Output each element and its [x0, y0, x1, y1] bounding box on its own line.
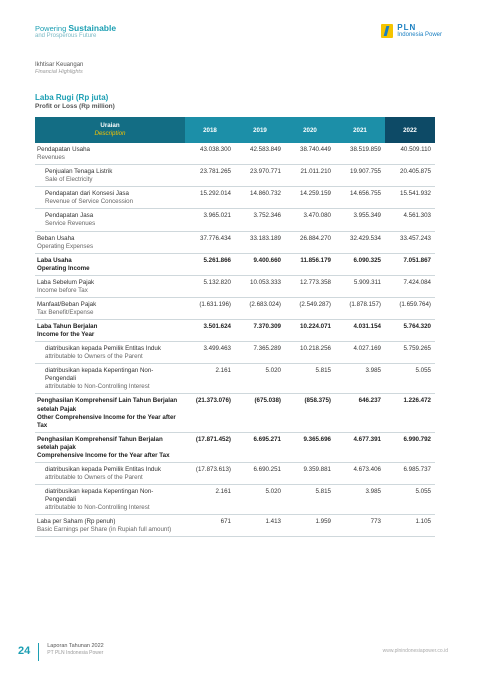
table-row [35, 165, 435, 187]
table-row [35, 462, 435, 484]
value-cell: 12.773.358 [285, 275, 335, 297]
value-cell: 6.690.251 [235, 462, 285, 484]
row-label-id: diatribusikan kepada Kepentingan Non-Pengendali [45, 367, 154, 383]
value-cell: 5.020 [235, 364, 285, 394]
value-cell: 10.218.256 [285, 342, 335, 364]
value-cell: 5.132.820 [185, 275, 235, 297]
value-cell: 14.860.732 [235, 187, 285, 209]
logo-subtitle: Indonesia Power [397, 32, 442, 39]
header-desc-en: Description [94, 130, 126, 137]
row-label-id: Pendapatan Jasa [45, 212, 94, 220]
tagline-prefix: Powering [35, 24, 67, 33]
value-cell: 38.519.859 [335, 143, 385, 165]
value-cell: 32.429.534 [335, 231, 385, 253]
value-cell: 6.695.271 [235, 432, 285, 462]
footer-divider [38, 643, 39, 661]
row-label-id: diatribusikan kepada Pemilik Entitas Induk [45, 465, 161, 473]
breadcrumb-en: Financial Highlights [35, 69, 83, 76]
value-cell: (1.631.196) [185, 297, 235, 319]
row-label [35, 432, 185, 462]
value-cell: (1.659.764) [385, 297, 435, 319]
value-cell: 20.405.875 [385, 165, 435, 187]
value-cell: (675.038) [235, 394, 285, 432]
row-label [35, 297, 185, 319]
section-title-id: Laba Rugi (Rp juta) [35, 93, 109, 102]
value-cell: 3.965.021 [185, 209, 235, 231]
value-cell: 5.055 [385, 485, 435, 515]
table-header-row [35, 117, 435, 143]
table-row [35, 187, 435, 209]
value-cell: 9.400.660 [235, 253, 285, 275]
row-label [35, 231, 185, 253]
row-label-id: Pendapatan Usaha [37, 146, 90, 153]
table-row [35, 209, 435, 231]
pln-logo [381, 24, 442, 39]
value-cell: 43.038.300 [185, 143, 235, 165]
table-row [35, 515, 435, 537]
brand-tagline [35, 24, 116, 40]
row-label-en: Operating Expenses [37, 242, 94, 250]
value-cell: 9.365.696 [285, 432, 335, 462]
table-row [35, 143, 435, 165]
row-label [35, 364, 185, 394]
value-cell: 5.815 [285, 485, 335, 515]
value-cell: 37.776.434 [185, 231, 235, 253]
value-cell: 5.759.265 [385, 342, 435, 364]
breadcrumb-id: Ikhtisar Keuangan [35, 62, 84, 68]
value-cell: 7.051.867 [385, 253, 435, 275]
lightning-logo-icon [381, 24, 393, 38]
value-cell: 15.292.014 [185, 187, 235, 209]
page-number: 24 [18, 645, 31, 657]
value-cell: 14.656.755 [335, 187, 385, 209]
value-cell: (2.549.287) [285, 297, 335, 319]
value-cell: 3.470.080 [285, 209, 335, 231]
value-cell: 23.970.771 [235, 165, 285, 187]
header-year: 2020 [285, 117, 335, 143]
value-cell: 2.161 [185, 485, 235, 515]
row-label-id: Penghasilan Komprehensif Lain Tahun Berjalan setelah Pajak [37, 397, 178, 413]
row-label-en: Basic Earnings per Share (in Rupiah full amount) [37, 526, 172, 534]
value-cell: 4.561.303 [385, 209, 435, 231]
table-row [35, 297, 435, 319]
row-label-en: Comprehensive Income for the Year after Tax [37, 451, 170, 459]
row-label-id: Laba Sebelum Pajak [37, 278, 95, 286]
row-label-en: attributable to Non-Controlling Interest [45, 383, 150, 391]
value-cell: (17.871.452) [185, 432, 235, 462]
value-cell: 38.740.449 [285, 143, 335, 165]
row-label-id: Penghasilan Komprehensif Tahun Berjalan setelah pajak [37, 435, 163, 451]
value-cell: 5.815 [285, 364, 335, 394]
value-cell: 3.985 [335, 485, 385, 515]
table-row [35, 275, 435, 297]
value-cell: 646.237 [335, 394, 385, 432]
value-cell: 11.856.179 [285, 253, 335, 275]
row-label-en: Income for the Year [37, 331, 95, 339]
value-cell: 5.261.866 [185, 253, 235, 275]
value-cell: 15.541.932 [385, 187, 435, 209]
footer-website: www.plnindonesiapower.co.id [382, 648, 448, 654]
row-label-id: Pendapatan dari Konsesi Jasa [45, 190, 129, 198]
value-cell: 40.509.110 [385, 143, 435, 165]
table-row [35, 253, 435, 275]
row-label-en: Other Comprehensive Income for the Year after Tax [37, 413, 176, 429]
value-cell: 1.959 [285, 515, 335, 537]
value-cell: 671 [185, 515, 235, 537]
value-cell: 9.359.881 [285, 462, 335, 484]
row-label-id: Laba Tahun Berjalan [37, 323, 98, 330]
section-title-en: Profit or Loss (Rp million) [35, 102, 115, 110]
value-cell: 10.224.071 [285, 320, 335, 342]
row-label [35, 394, 185, 432]
row-label [35, 209, 185, 231]
row-label [35, 253, 185, 275]
row-label-en: Tax Benefit/Expense [37, 308, 94, 316]
row-label-id: diatribusikan kepada Kepentingan Non-Pengendali [45, 488, 154, 504]
table-row [35, 485, 435, 515]
row-label-en: attributable to Owners of the Parent [45, 353, 143, 361]
value-cell: 3.955.349 [335, 209, 385, 231]
profit-loss-table [35, 117, 435, 537]
row-label-id: Laba per Saham (Rp penuh) [37, 518, 116, 526]
value-cell: (2.683.024) [235, 297, 285, 319]
value-cell: 5.764.320 [385, 320, 435, 342]
value-cell: 2.161 [185, 364, 235, 394]
value-cell: 7.424.084 [385, 275, 435, 297]
value-cell: 7.370.309 [235, 320, 285, 342]
header-year-current: 2022 [385, 117, 435, 143]
value-cell: 3.499.463 [185, 342, 235, 364]
row-label-en: Revenue of Service Concession [45, 198, 134, 206]
row-label-id: Penjualan Tenaga Listrik [45, 168, 113, 176]
header-desc-id: Uraian [100, 122, 120, 130]
table-row [35, 342, 435, 364]
row-label-en: attributable to Owners of the Parent [45, 473, 143, 481]
table-row [35, 394, 435, 432]
value-cell: 1.226.472 [385, 394, 435, 432]
value-cell: 5.055 [385, 364, 435, 394]
value-cell: 6.090.325 [335, 253, 385, 275]
value-cell: (1.878.157) [335, 297, 385, 319]
row-label [35, 165, 185, 187]
value-cell: 7.365.289 [235, 342, 285, 364]
value-cell: 5.020 [235, 485, 285, 515]
value-cell: 6.985.737 [385, 462, 435, 484]
row-label [35, 515, 185, 537]
value-cell: (858.375) [285, 394, 335, 432]
table-row [35, 364, 435, 394]
table-row [35, 320, 435, 342]
row-label [35, 320, 185, 342]
value-cell: 33.457.243 [385, 231, 435, 253]
row-label-en: Income before Tax [37, 286, 88, 294]
value-cell: 26.884.270 [285, 231, 335, 253]
header-description [35, 117, 185, 143]
value-cell: 4.027.169 [335, 342, 385, 364]
value-cell: 42.583.849 [235, 143, 285, 165]
row-label-en: attributable to Non-Controlling Interest [45, 504, 150, 512]
value-cell: 10.053.333 [235, 275, 285, 297]
tagline-line2: and Prosperous Future [35, 33, 97, 40]
value-cell: (17.873.613) [185, 462, 235, 484]
value-cell: 4.031.154 [335, 320, 385, 342]
footer-report-title: Laporan Tahunan 2022 [47, 643, 104, 649]
value-cell: 23.781.265 [185, 165, 235, 187]
breadcrumb [35, 62, 83, 76]
row-label [35, 275, 185, 297]
value-cell: 1.413 [235, 515, 285, 537]
row-label-id: Beban Usaha [37, 234, 75, 242]
value-cell: 3.985 [335, 364, 385, 394]
value-cell: 4.673.406 [335, 462, 385, 484]
tagline-bold: Sustainable [68, 23, 117, 33]
footer [18, 643, 104, 661]
value-cell: 773 [335, 515, 385, 537]
row-label-en: Revenues [37, 154, 65, 162]
row-label-en: Service Revenues [45, 220, 96, 228]
row-label [35, 462, 185, 484]
header-year: 2019 [235, 117, 285, 143]
row-label-en: Sale of Electricity [45, 176, 93, 184]
value-cell: 3.752.346 [235, 209, 285, 231]
value-cell: 1.105 [385, 515, 435, 537]
value-cell: 33.183.189 [235, 231, 285, 253]
table-row [35, 432, 435, 462]
value-cell: 5.909.311 [335, 275, 385, 297]
table-row [35, 231, 435, 253]
row-label-en: Operating Income [37, 264, 90, 272]
row-label [35, 342, 185, 364]
value-cell: 3.501.624 [185, 320, 235, 342]
value-cell: 4.677.391 [335, 432, 385, 462]
row-label-id: Laba Usaha [37, 256, 72, 264]
row-label-id: Manfaat/Beban Pajak [37, 300, 97, 308]
value-cell: 6.990.792 [385, 432, 435, 462]
value-cell: 14.259.159 [285, 187, 335, 209]
footer-company: PT PLN Indonesia Power [47, 650, 104, 657]
row-label [35, 143, 185, 165]
header-year: 2018 [185, 117, 235, 143]
section-title [35, 93, 115, 110]
row-label [35, 485, 185, 515]
value-cell: (21.373.076) [185, 394, 235, 432]
row-label [35, 187, 185, 209]
header-year: 2021 [335, 117, 385, 143]
value-cell: 21.011.210 [285, 165, 335, 187]
logo-name: PLN [397, 23, 417, 32]
value-cell: 19.907.755 [335, 165, 385, 187]
row-label-id: diatribusikan kepada Pemilik Entitas Induk [45, 345, 161, 353]
